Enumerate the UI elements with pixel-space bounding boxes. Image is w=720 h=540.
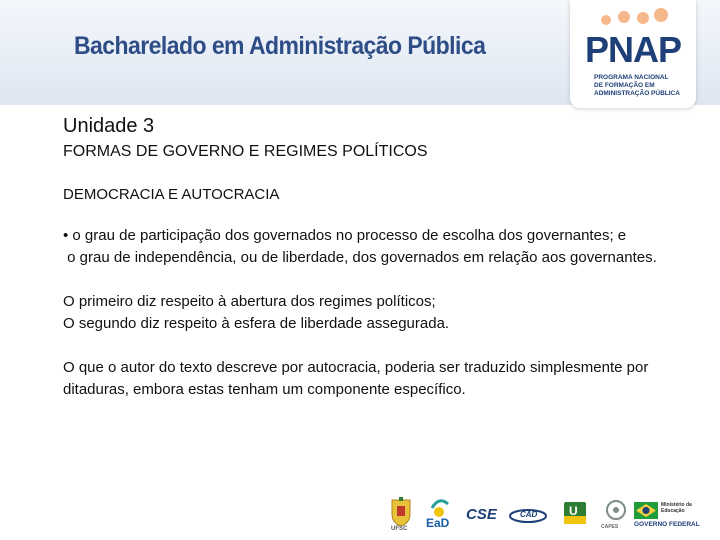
- paragraph-criteria: • o grau de participação dos governados no processo de escolha dos governantes; e o grau de independência, ou de liberdade, dos governados em relação aos governantes.: [63, 227, 657, 266]
- slide-content: [63, 114, 678, 401]
- ufsc-label: UFSC: [391, 526, 408, 532]
- course-title: Bacharelado em Administração Pública: [74, 32, 486, 60]
- brazil-flag-icon: [634, 502, 658, 519]
- pnap-logo-word: PNAP: [584, 29, 682, 70]
- cse-logo-icon: CSE: [466, 506, 497, 523]
- ministerio-label: Ministério da Educação: [661, 502, 692, 514]
- pnap-logo: [570, 0, 696, 108]
- pnap-tagline-line: DE FORMAÇÃO EM: [594, 82, 655, 89]
- footer-logos: [380, 496, 720, 536]
- uab-label: U: [569, 504, 578, 518]
- ead-label: EaD: [426, 516, 450, 530]
- paragraph-definitions: O primeiro diz respeito à abertura dos regimes políticos; O segundo diz respeito à esfera de liberdade assegurada.: [63, 293, 450, 332]
- unit-subtitle: FORMAS DE GOVERNO E REGIMES POLÍTICOS: [63, 143, 428, 160]
- pnap-tagline: [594, 74, 684, 98]
- governo-federal-icon: GOVERNO FEDERAL: [634, 521, 700, 528]
- capes-label: CAPES: [601, 524, 619, 530]
- pnap-tagline-line: ADMINISTRAÇÃO PÚBLICA: [594, 90, 680, 97]
- paragraph-autocracy: O que o autor do texto descreve por autocracia, poderia ser traduzido simplesmente por ditaduras, embora estas tenham um componente específico.: [63, 359, 653, 398]
- cad-label: CAD: [520, 510, 538, 519]
- section-heading: DEMOCRACIA E AUTOCRACIA: [63, 186, 280, 203]
- unit-heading: Unidade 3: [63, 115, 155, 137]
- pnap-tagline-line: PROGRAMA NACIONAL: [594, 74, 669, 81]
